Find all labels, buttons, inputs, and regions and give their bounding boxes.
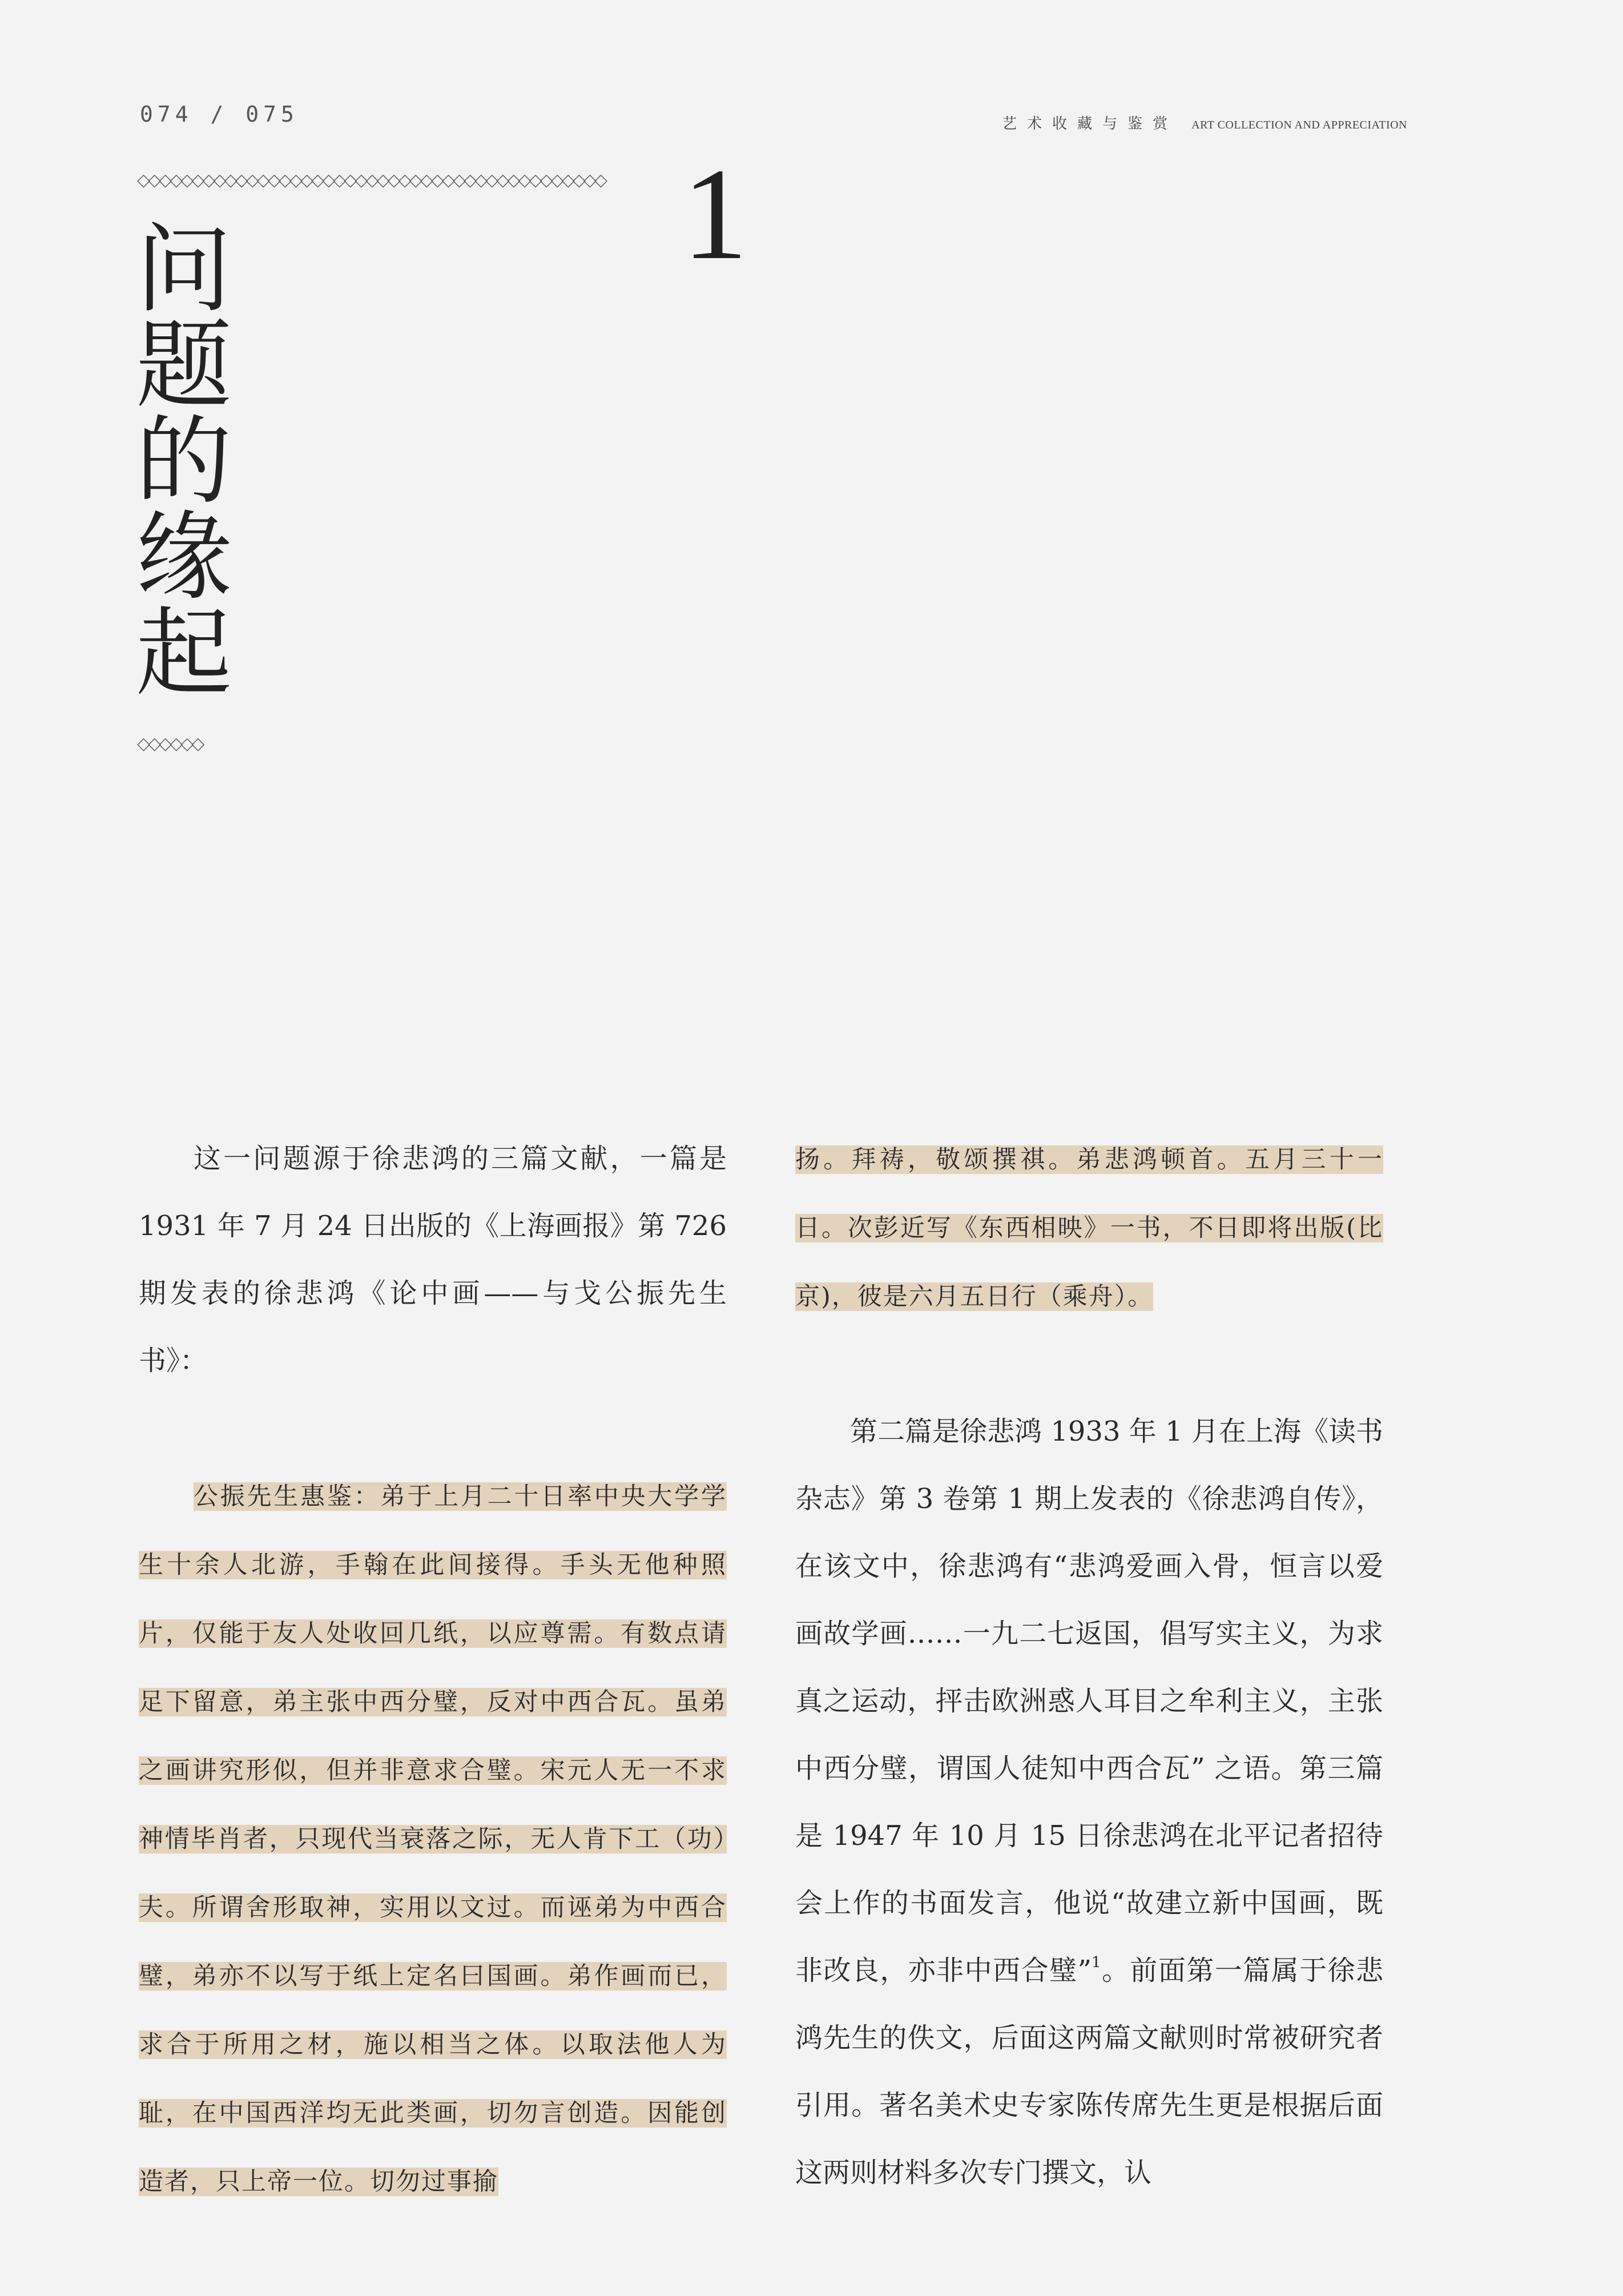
paragraph-intro: 这一问题源于徐悲鸿的三篇文献，一篇是 1931 年 7 月 24 日出版的《上海画报》第 726 期发表的徐悲鸿《论中画——与戈公振先生书》：: [139, 1143, 727, 1377]
diamond-rule-bottom: ◇◇◇◇◇◇: [137, 734, 203, 754]
running-header: [1002, 112, 1407, 133]
letter-quote: [139, 1462, 727, 2215]
journal-title-cn: 艺术收藏与鉴赏: [1002, 115, 1178, 132]
paragraph-second-source: [795, 1398, 1383, 2206]
chapter-number: 1: [682, 141, 748, 287]
diamond-rule-top: ◇◇◇◇◇◇◇◇◇◇◇◇◇◇◇◇◇◇◇◇◇◇◇◇◇◇◇◇◇◇◇◇◇◇◇◇◇◇◇◇◇◇◇: [137, 170, 606, 190]
paragraph-second-source-text: 第二篇是徐悲鸿 1933 年 1 月在上海《读书杂志》第 3 卷第 1 期上发表的《徐悲鸿自传》，在该文中，徐悲鸿有“悲鸿爱画入骨，恒言以爱画故学画……一九二七返国，倡写实主义，为求真之运动，抨击欧洲惑人耳目之牟利主义，主张中西分璧，谓国人徒知中西合瓦” 之语。第三篇是 1947 年 10 月 15 日徐悲鸿在北平记者招待会上作的书面发言，他说“故建立新中国画，既非改良，亦非中西合璧”: [795, 1416, 1383, 1987]
letter-quote-continued: [795, 1125, 1383, 1330]
body-column-right: [795, 1125, 1383, 2206]
footnote-mark[interactable]: 1: [1092, 1954, 1101, 1971]
highlighted-quote-text: 公振先生惠鉴：弟于上月二十日率中央大学学生十余人北游，手翰在此间接得。手头无他种照片，仅能于友人处收回几纸，以应尊需。有数点请足下留意，弟主张中西分璧，反对中西合瓦。虽弟之画讲究形似，但并非意求合璧。宋元人无一不求神情毕肖者，只现代当衰落之际，无人肯下工（功）夫。所谓舍形取神，实用以文过。而诬弟为中西合璧，弟亦不以写于纸上定名曰国画。弟作画而已，求合于所用之材，施以相当之体。以取法他人为耻，在中国西洋均无此类画，切勿言创造。因能创造者，只上帝一位。切勿过事揄: [139, 1482, 727, 2196]
highlighted-quote-text-continued: 扬。拜祷，敬颂撰祺。弟悲鸿顿首。五月三十一日。次彭近写《东西相映》一书，不日即将出版(比京)，彼是六月五日行（乘舟）。: [795, 1145, 1383, 1311]
paragraph-spacer: [795, 1330, 1383, 1398]
body-column-left: [139, 1125, 727, 2215]
chapter-title: 问题的缘起: [136, 214, 232, 709]
paragraph-continuation-text: 。前面第一篇属于徐悲鸿先生的佚文，后面这两篇文献则时常被研究者引用。著名美术史专家陈传席先生更是根据后面这两则材料多次专门撰文，认: [795, 1955, 1383, 2189]
journal-title-en: ART COLLECTION AND APPRECIATION: [1191, 119, 1407, 131]
page-numbers: 074 / 075: [140, 102, 299, 127]
paragraph-spacer: [139, 1394, 727, 1462]
